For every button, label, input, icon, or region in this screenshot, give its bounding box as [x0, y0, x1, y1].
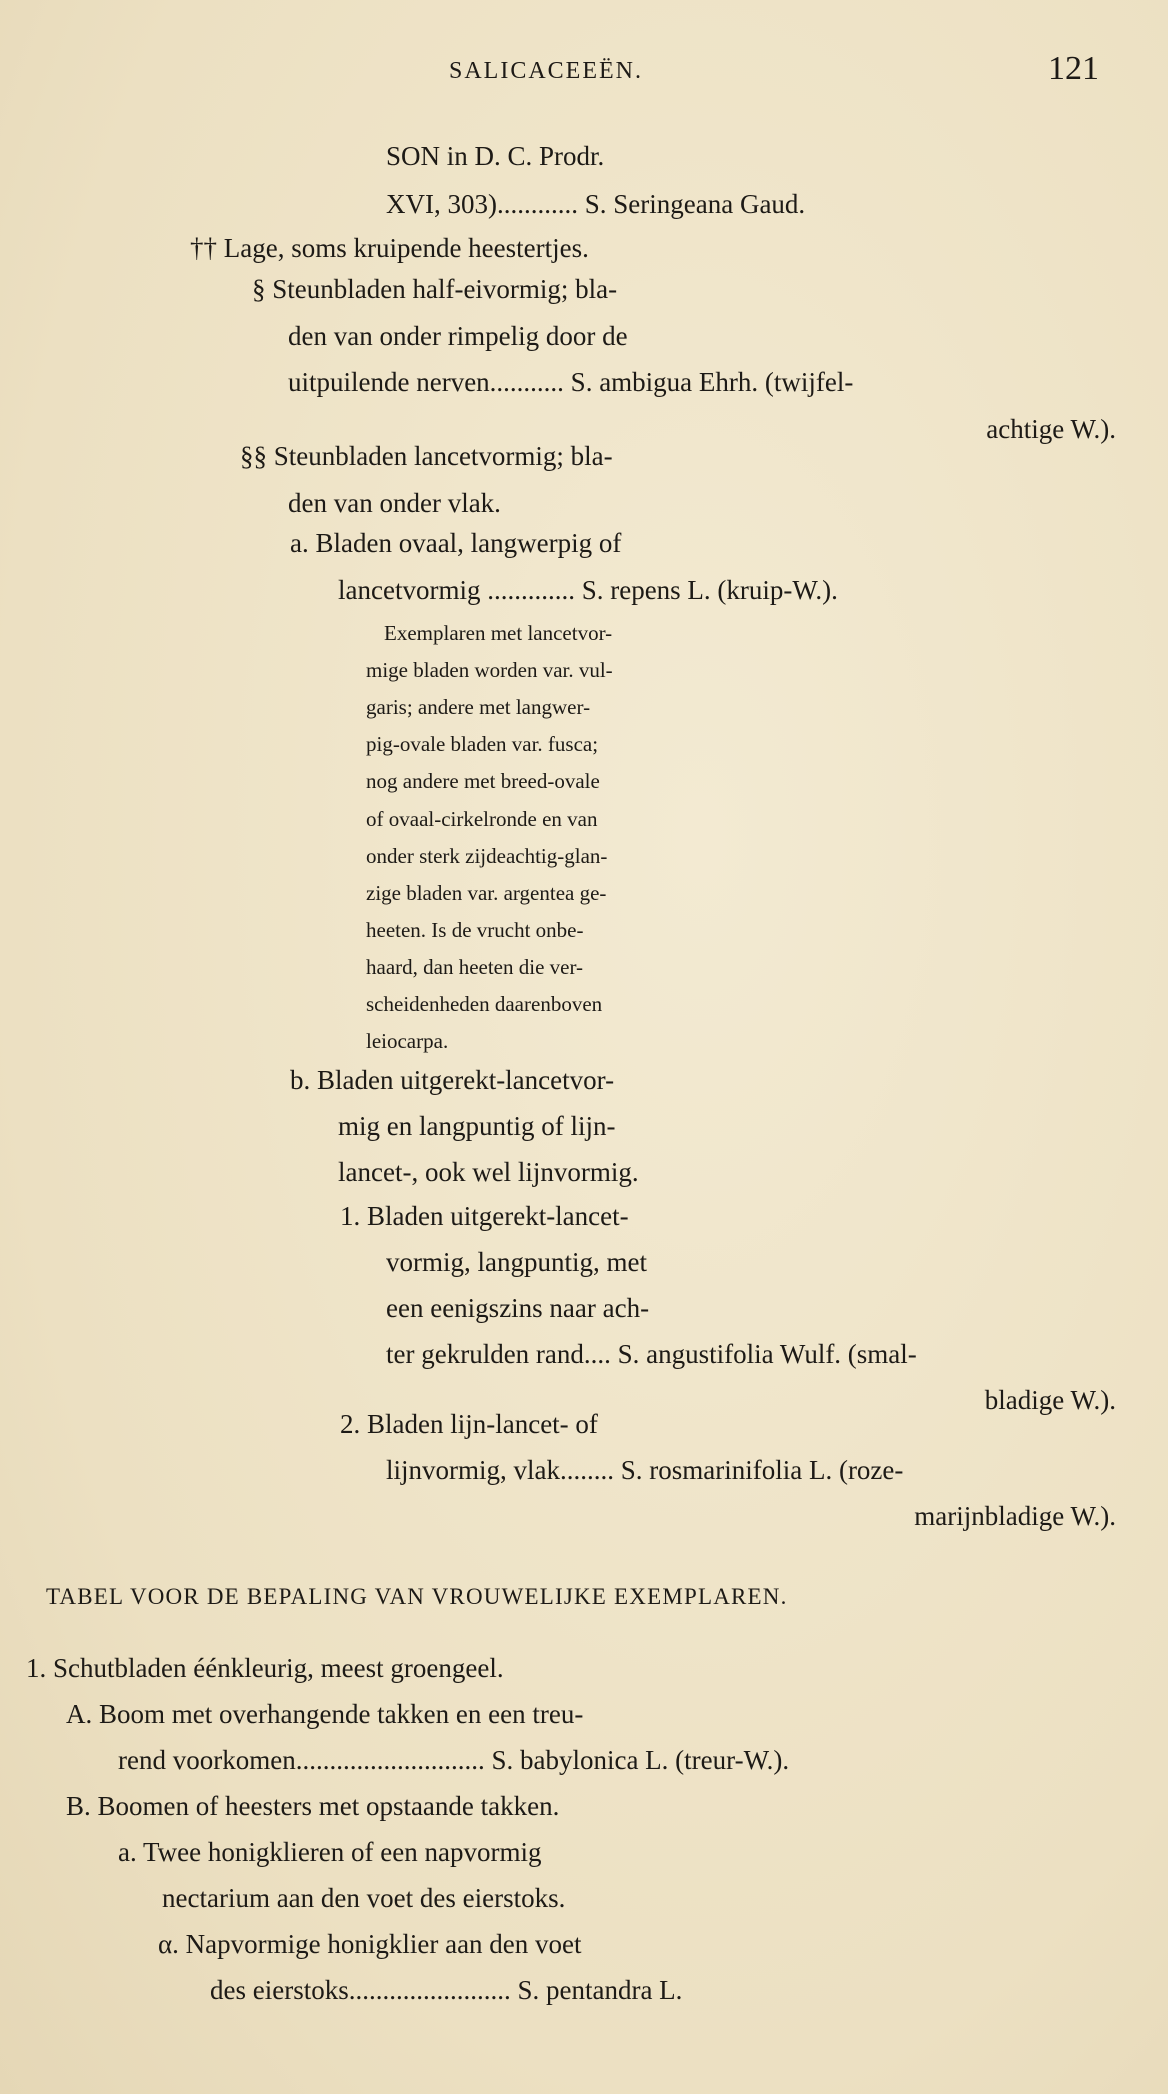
text-line: mig en langpuntig of lijn-: [338, 1111, 616, 1141]
text-line: †† Lage, soms kruipende heestertjes.: [190, 233, 589, 263]
text-line: lancet-, ook wel lijnvormig.: [338, 1157, 639, 1187]
page-number: 121: [1048, 50, 1099, 87]
text-line: uitpuilende nerven........... S. ambigua Ehrh. (twijfel-: [288, 367, 854, 397]
text-line: achtige W.).: [986, 414, 1116, 444]
text-line: ter gekrulden rand.... S. angustifolia Wulf. (smal-: [386, 1339, 917, 1369]
running-header-title: SALICACEEËN.: [449, 58, 643, 84]
text-line: §§ Steunbladen lancetvormig; bla-: [240, 441, 613, 471]
note-line: heeten. Is de vrucht onbe-: [366, 918, 584, 942]
text-line: bladige W.).: [984, 1385, 1116, 1415]
text-line: vormig, langpuntig, met: [386, 1247, 647, 1277]
note-line: scheidenheden daarenboven: [366, 992, 603, 1016]
text-line: den van onder vlak.: [288, 488, 501, 518]
text-line: rend voorkomen............................ S. babylonica L. (treur-W.).: [118, 1745, 790, 1775]
text-line: SON in D. C. Prodr.: [386, 141, 605, 171]
text-line: marijnbladige W.).: [914, 1501, 1116, 1531]
note-line: pig-ovale bladen var. fusca;: [366, 732, 599, 756]
text-line: 1. Bladen uitgerekt-lancet-: [340, 1201, 629, 1231]
note-line: zige bladen var. argentea ge-: [366, 881, 607, 905]
text-line: A. Boom met overhangende takken en een treu-: [66, 1699, 584, 1729]
note-line: haard, dan heeten die ver-: [366, 955, 584, 979]
note-line: garis; andere met langwer-: [366, 695, 591, 719]
text-line: den van onder rimpelig door de: [288, 321, 628, 351]
text-line: a. Twee honigklieren of een napvormig: [118, 1837, 542, 1867]
text-line: lancetvormig ............. S. repens L. (kruip-W.).: [338, 575, 838, 605]
note-line: leiocarpa.: [366, 1029, 449, 1053]
text-line: § Steunbladen half-eivormig; bla-: [252, 274, 618, 304]
text-line: 1. Schutbladen éénkleurig, meest groengeel.: [26, 1653, 504, 1683]
text-line: α. Napvormige honigklier aan den voet: [158, 1929, 582, 1959]
text-line: XVI, 303)............ S. Seringeana Gaud.: [386, 189, 806, 219]
text-line: lijnvormig, vlak........ S. rosmarinifolia L. (roze-: [386, 1455, 904, 1485]
text-line: b. Bladen uitgerekt-lancetvor-: [290, 1065, 615, 1095]
text-line: 2. Bladen lijn-lancet- of: [340, 1409, 598, 1439]
text-line: nectarium aan den voet des eierstoks.: [162, 1883, 566, 1913]
text-line: des eierstoks........................ S. pentandra L.: [210, 1975, 683, 2005]
note-line: of ovaal-cirkelronde en van: [366, 807, 598, 831]
note-line: onder sterk zijdeachtig-glan-: [366, 844, 608, 868]
text-line: B. Boomen of heesters met opstaande takken.: [66, 1791, 560, 1821]
table-heading: TABEL VOOR DE BEPALING VAN VROUWELIJKE EXEMPLAREN.: [46, 1584, 788, 1609]
text-line: een eenigszins naar ach-: [386, 1293, 650, 1323]
note-line: nog andere met breed-ovale: [366, 769, 600, 793]
note-line: Exemplaren met lancetvor-: [384, 621, 613, 645]
text-line: a. Bladen ovaal, langwerpig of: [290, 528, 622, 558]
note-line: mige bladen worden var. vul-: [366, 658, 613, 682]
